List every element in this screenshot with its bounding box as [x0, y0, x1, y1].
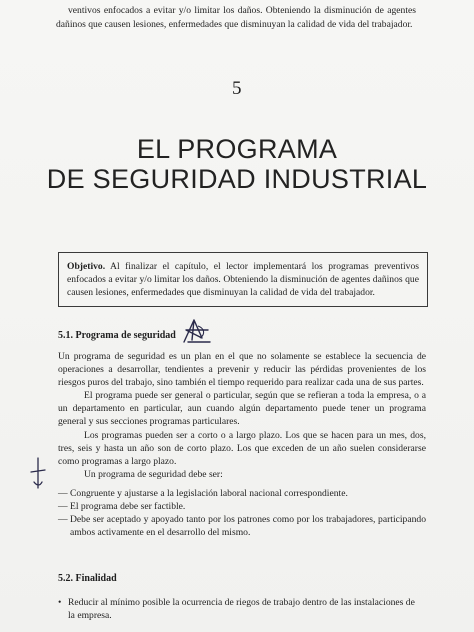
paragraph-1: Un programa de seguridad es un plan en el que no solamente se establece la secuencia de operaciones a desarrollar, tendientes a prevenir y reducir las pérdidas provenientes de los riesgos puros del trabajo, sino también el tiempo requerido para realizar cada una de sus partes.: [58, 351, 426, 389]
list-item: — Congruente y ajustarse a la legislación laboral nacional correspondiente.: [58, 487, 426, 500]
chapter-title: [0, 134, 474, 194]
section-5-1-heading: 5.1. Programa de seguridad: [58, 330, 176, 341]
chapter-title-line-1: EL PROGRAMA: [136, 134, 338, 164]
paragraph-4: Un programa de seguridad debe ser:: [84, 468, 223, 480]
paragraph-3: Los programas pueden ser a corto o a largo plazo. Los que se hacen para un mes, dos, tres, seis y hasta un año son de corto plazo. Los que exceden de un año suelen considerarse como programas a largo plazo.: [58, 429, 426, 467]
list-item: — Debe ser aceptado y apoyado tanto por los patrones como por los trabajadores, participando ambos activamente en el desarrollo del mismo.: [58, 513, 426, 539]
chapter-title-line-2: DE SEGURIDAD INDUSTRIAL: [46, 164, 428, 194]
chapter-number: 5: [232, 78, 242, 99]
section-5-2-heading: 5.2. Finalidad: [58, 573, 117, 584]
list-item: — El programa debe ser factible.: [58, 500, 426, 513]
paragraph-2: El programa puede ser general o particular, según que se refieran a toda la empresa, o a un departamento en particular, aun cuando algún departamento puede tener un programa general y sus secciones programas particulares.: [58, 390, 426, 428]
handwritten-annotation-icon: [180, 316, 214, 346]
margin-mark-icon: [28, 456, 48, 490]
objective-box: [58, 252, 428, 307]
section-5-1-body: [58, 350, 426, 539]
carryover-paragraph: ventivos enfocados a evitar y/o limitar los daños. Obteniendo la disminución de agentes dañinos que causen lesiones, enfermedades que disminuyan la calidad de vida del trabajador.: [56, 5, 416, 30]
objective-text: Al finalizar el capítulo, el lector implementará los programas preventivos enfocados a evitar y/o limitar los daños. Obteniendo la disminución de agentes dañinos que causen lesiones, enfermedades que disminuyan la calidad de vida del trabajador.: [67, 261, 419, 299]
finalidad-list: [58, 596, 424, 622]
requirements-list: [58, 487, 426, 539]
list-item: • Reducir al mínimo posible la ocurrencia de riegos de trabajo dentro de las instalaciones de la empresa.: [58, 596, 424, 622]
objective-label: Objetivo.: [67, 261, 106, 272]
